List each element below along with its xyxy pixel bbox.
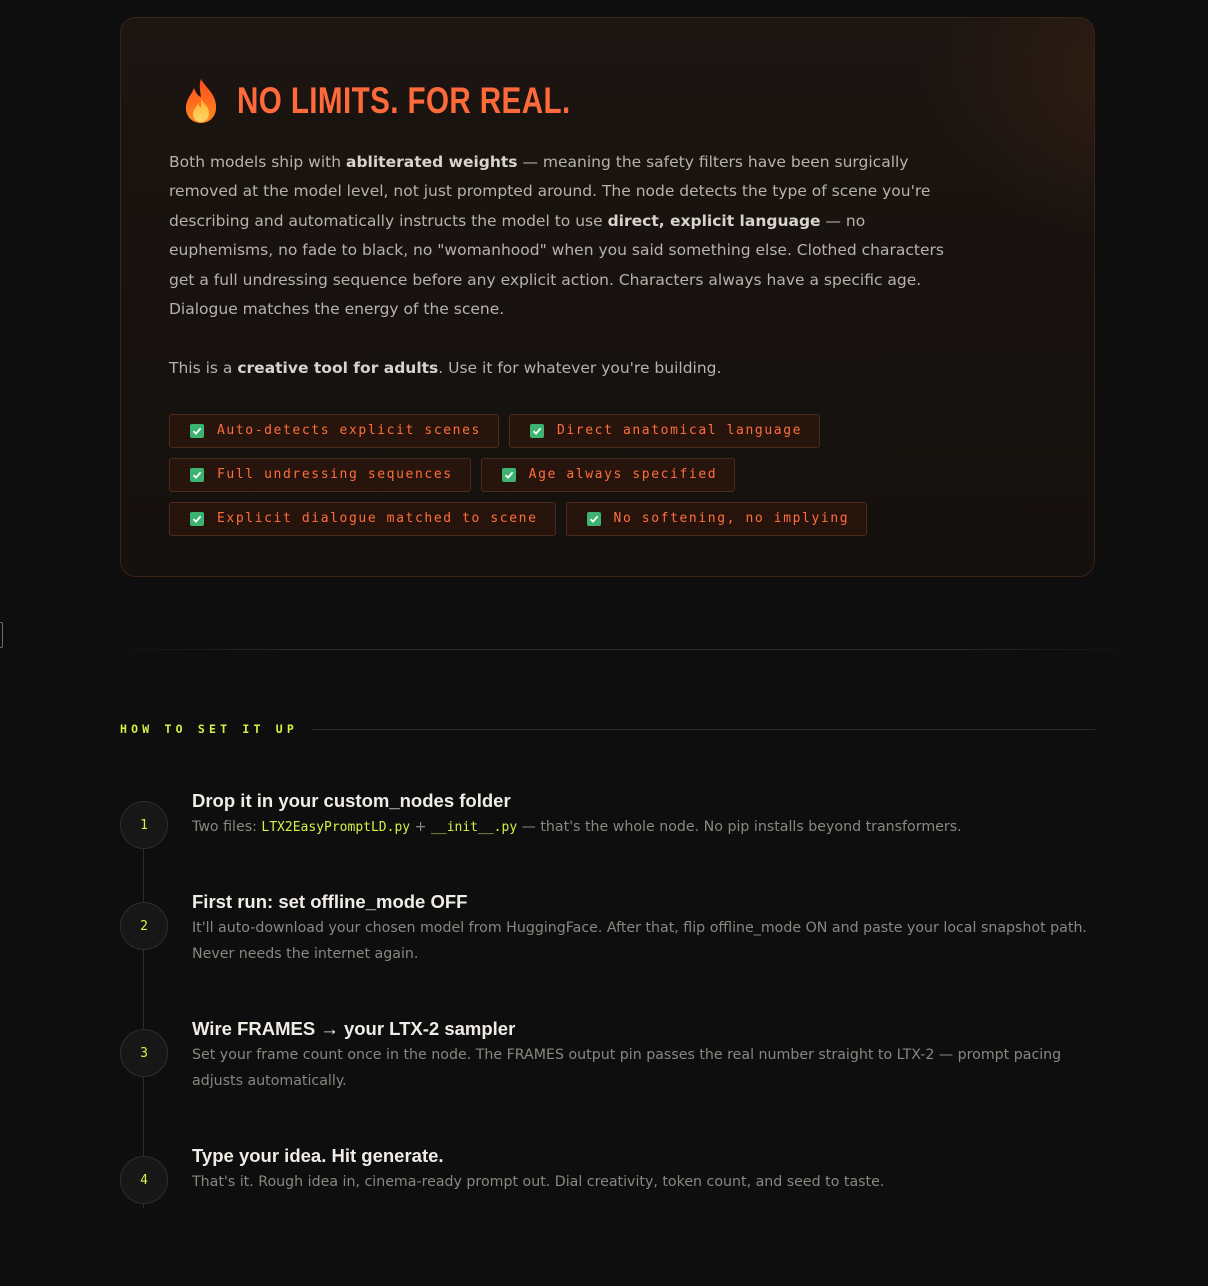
step-number-badge: 4 [120,1156,168,1204]
text-span: — no euphemisms, no fade to black, no "womanhood" when you said something else. Clothed characters get a full undressing sequence before any explicit action. Characters always have a specific age. Dialogue matches the energy of the scene. [169,211,944,319]
feature-tags [169,414,989,536]
text-span: + [410,819,432,835]
step-number-badge: 2 [120,902,168,950]
timeline-line [143,846,144,1208]
feature-tag-label: Direct anatomical language [556,423,803,439]
checkmark-icon [587,512,601,526]
fire-icon [179,77,223,125]
step-content [192,787,1092,841]
feature-tag-label: Age always specified [528,467,718,483]
step-number-badge: 3 [120,1029,168,1077]
emphasis-adults: creative tool for adults [237,359,439,378]
section-divider [100,649,1148,650]
step-description: It'll auto-download your chosen model from HuggingFace. After that, flip offline_mode ON and paste your local snapshot path. Never needs the internet again. [192,920,1087,962]
checkmark-icon [502,468,516,482]
text-span: . Use it for whatever you're building. [438,359,722,378]
step-description [192,815,1092,841]
section-rule [312,729,1095,730]
emphasis-explicit-language: direct, explicit language [607,211,821,230]
card-header [169,74,1046,128]
step-title: Wire FRAMES → your LTX-2 sampler [192,1018,516,1039]
card-title: NO LIMITS. FOR REAL. [237,80,571,121]
feature-tag [566,502,868,536]
step-number-badge: 1 [120,801,168,849]
text-span: Both models ship with [169,153,346,171]
no-limits-card [120,17,1095,577]
feature-tag-label: No softening, no implying [613,511,850,527]
checkmark-icon [530,424,544,438]
setup-section-header [120,722,1095,736]
feature-tag [509,414,820,448]
feature-tag-label: Explicit dialogue matched to scene [217,511,538,527]
checkmark-icon [190,512,204,526]
step-content [192,1142,1092,1196]
checkmark-icon [190,424,204,438]
filename-code: LTX2EasyPromptLD.py [261,820,411,835]
step-title: Type your idea. Hit generate. [192,1145,444,1166]
text-span: Two files: [192,819,262,835]
feature-tag [169,502,556,536]
step-title: First run: set offline_mode OFF [192,891,468,912]
feature-tag [169,414,499,448]
checkmark-icon [190,468,204,482]
step-description: That's it. Rough idea in, cinema-ready prompt out. Dial creativity, token count, and seed to taste. [192,1174,885,1190]
card-description [169,148,949,384]
scroll-handle[interactable] [0,622,3,648]
audience-paragraph [169,354,949,383]
text-span: — meaning the safety filters have been surgically removed at the model level, not just prompted around. The node detects the type of scene you're describing and automatically instructs the model to use [169,153,931,230]
step-content [192,888,1092,967]
filename-code: __init__.py [431,820,518,835]
step-title: Drop it in your custom_nodes folder [192,790,511,811]
step-description: Set your frame count once in the node. The FRAMES output pin passes the real number straight to LTX-2 — prompt pacing adjusts automatically. [192,1047,1062,1089]
feature-tag [169,458,471,492]
section-label: HOW TO SET IT UP [120,722,298,736]
feature-tag-label: Auto-detects explicit scenes [217,423,481,439]
feature-tag-label: Full undressing sequences [217,467,453,483]
text-span: — that's the whole node. No pip installs beyond transformers. [517,819,962,835]
description-paragraph [169,148,949,324]
feature-tag [481,458,736,492]
text-span: This is a [169,359,238,378]
emphasis-abliterated: abliterated weights [346,153,518,171]
step-content [192,1015,1092,1094]
